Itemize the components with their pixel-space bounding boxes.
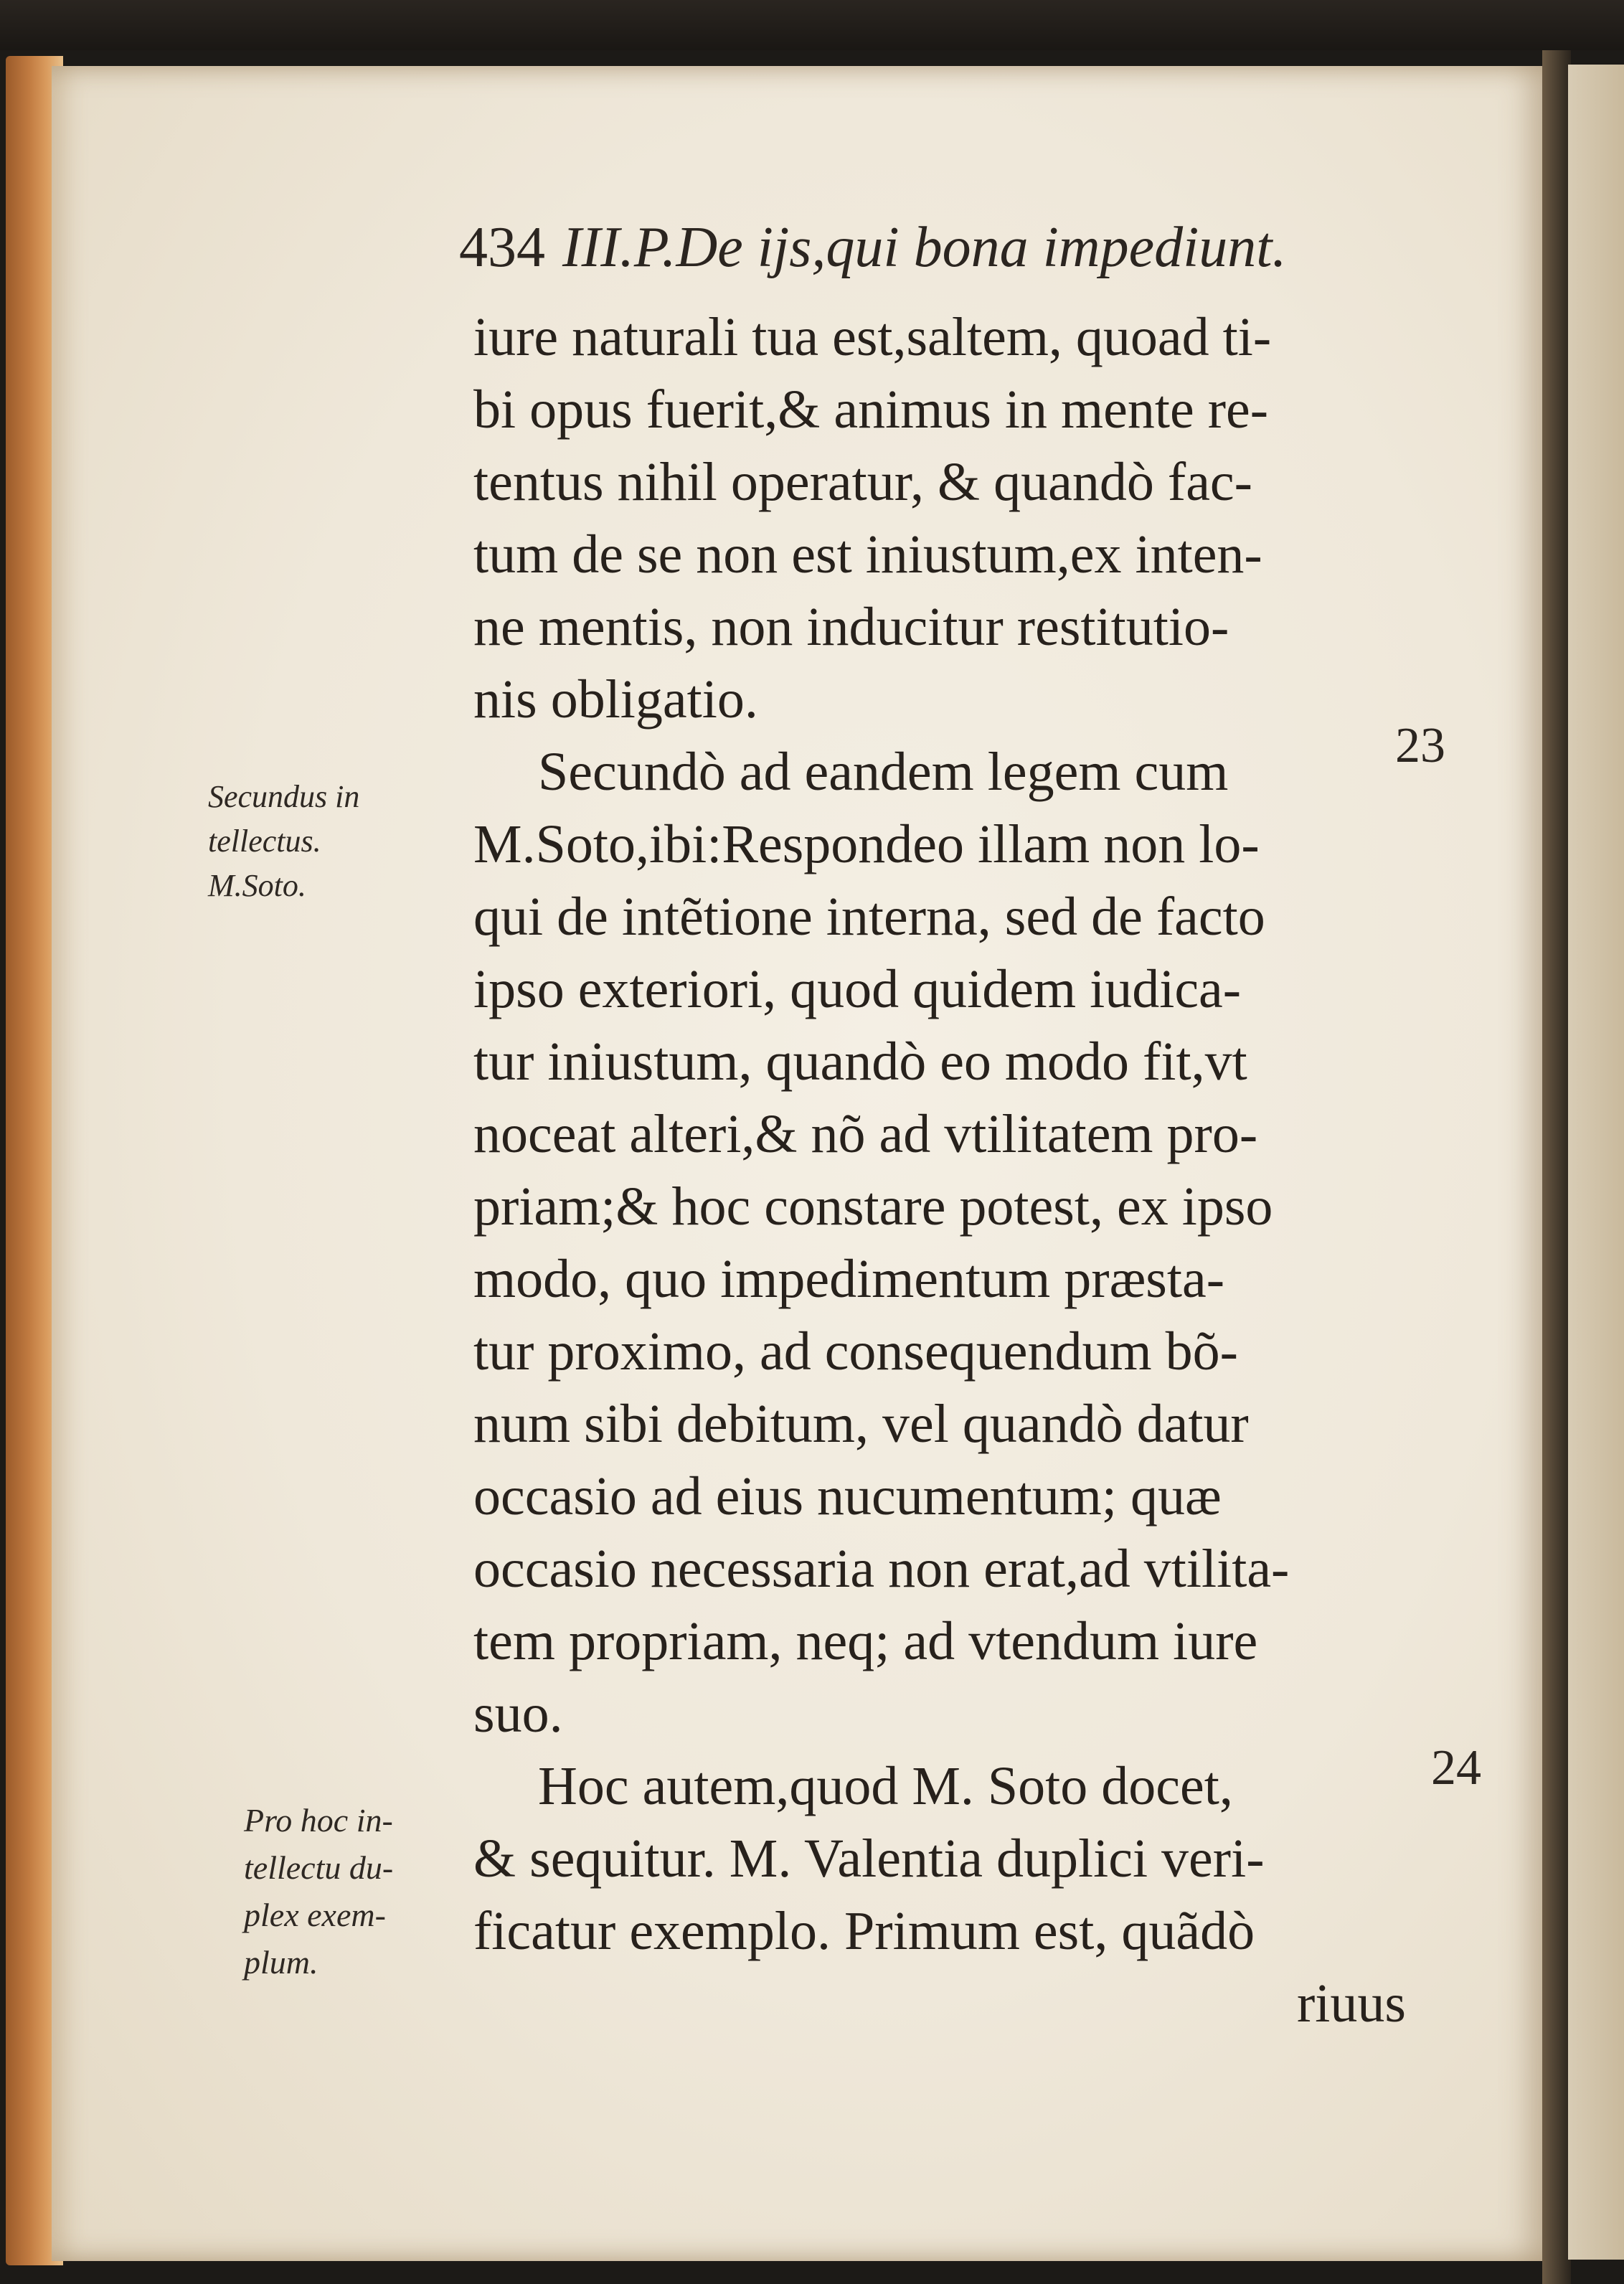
text-line: iure naturali tua est,saltem, quoad ti- (473, 307, 1272, 367)
margin-note-line: tellectu du- (244, 1849, 394, 1886)
text-line: tum de se non est iniustum,ex inten- (473, 524, 1262, 585)
catchword: riuus (1297, 1973, 1406, 2034)
text-line: ipso exteriori, quod quidem iudica- (473, 959, 1242, 1019)
text-line: ficatur exemplo. Primum est, quãdò (473, 1901, 1255, 1961)
text-line: M.Soto,ibi:Respondeo illam non lo- (473, 814, 1260, 874)
text-line: tur proximo, ad consequendum bõ- (473, 1321, 1238, 1382)
section-number: 23 (1395, 718, 1445, 773)
paragraph-start-line: Hoc autem,quod M. Soto docet, (538, 1756, 1233, 1816)
text-line: occasio ad eius nucumentum; quæ (473, 1466, 1222, 1526)
margin-note-line: Pro hoc in- (244, 1802, 393, 1839)
text-line: noceat alteri,& nõ ad vtilitatem pro- (473, 1104, 1258, 1164)
text-line: modo, quo impedimentum præsta- (473, 1249, 1225, 1309)
running-title: III.P.De ijs,qui bona impediunt. (562, 216, 1287, 279)
margin-note-secundus (208, 775, 359, 908)
text-line: ne mentis, non inducitur restitutio- (473, 597, 1229, 657)
text-line: nis obligatio. (473, 669, 758, 730)
text-line: tem propriam, neq; ad vtendum iure (473, 1611, 1258, 1671)
margin-note-exemplum (244, 1797, 393, 1986)
text-line: bi opus fuerit,& animus in mente re- (473, 379, 1269, 440)
text-line: priam;& hoc constare potest, ex ipso (473, 1176, 1273, 1237)
running-header (459, 215, 1406, 294)
margin-note-line: plum. (244, 1944, 318, 1981)
text-line: & sequitur. M. Valentia duplici veri- (473, 1828, 1265, 1889)
text-line: tentus nihil operatur, & quandò fac- (473, 452, 1252, 512)
text-line: occasio necessaria non erat,ad vtilita- (473, 1539, 1290, 1599)
margin-note-line: Secundus in (208, 779, 360, 814)
body-text (473, 301, 1406, 2040)
section-number: 24 (1431, 1740, 1481, 1795)
facing-page-edge (1568, 65, 1624, 2260)
margin-note-line: plex exem- (244, 1897, 386, 1933)
book-gutter (1542, 50, 1571, 2284)
paragraph-start-line: Secundò ad eandem legem cum (538, 742, 1229, 802)
text-line: qui de intẽtione interna, sed de facto (473, 887, 1265, 947)
page-number: 434 (459, 216, 545, 279)
margin-note-line: M.Soto. (208, 868, 306, 903)
book-cover-top (0, 0, 1624, 50)
text-line: suo. (473, 1684, 563, 1744)
margin-note-line: tellectus. (208, 824, 321, 859)
text-line: num sibi debitum, vel quandò datur (473, 1394, 1249, 1454)
text-line: tur iniustum, quandò eo modo fit,vt (473, 1032, 1247, 1092)
